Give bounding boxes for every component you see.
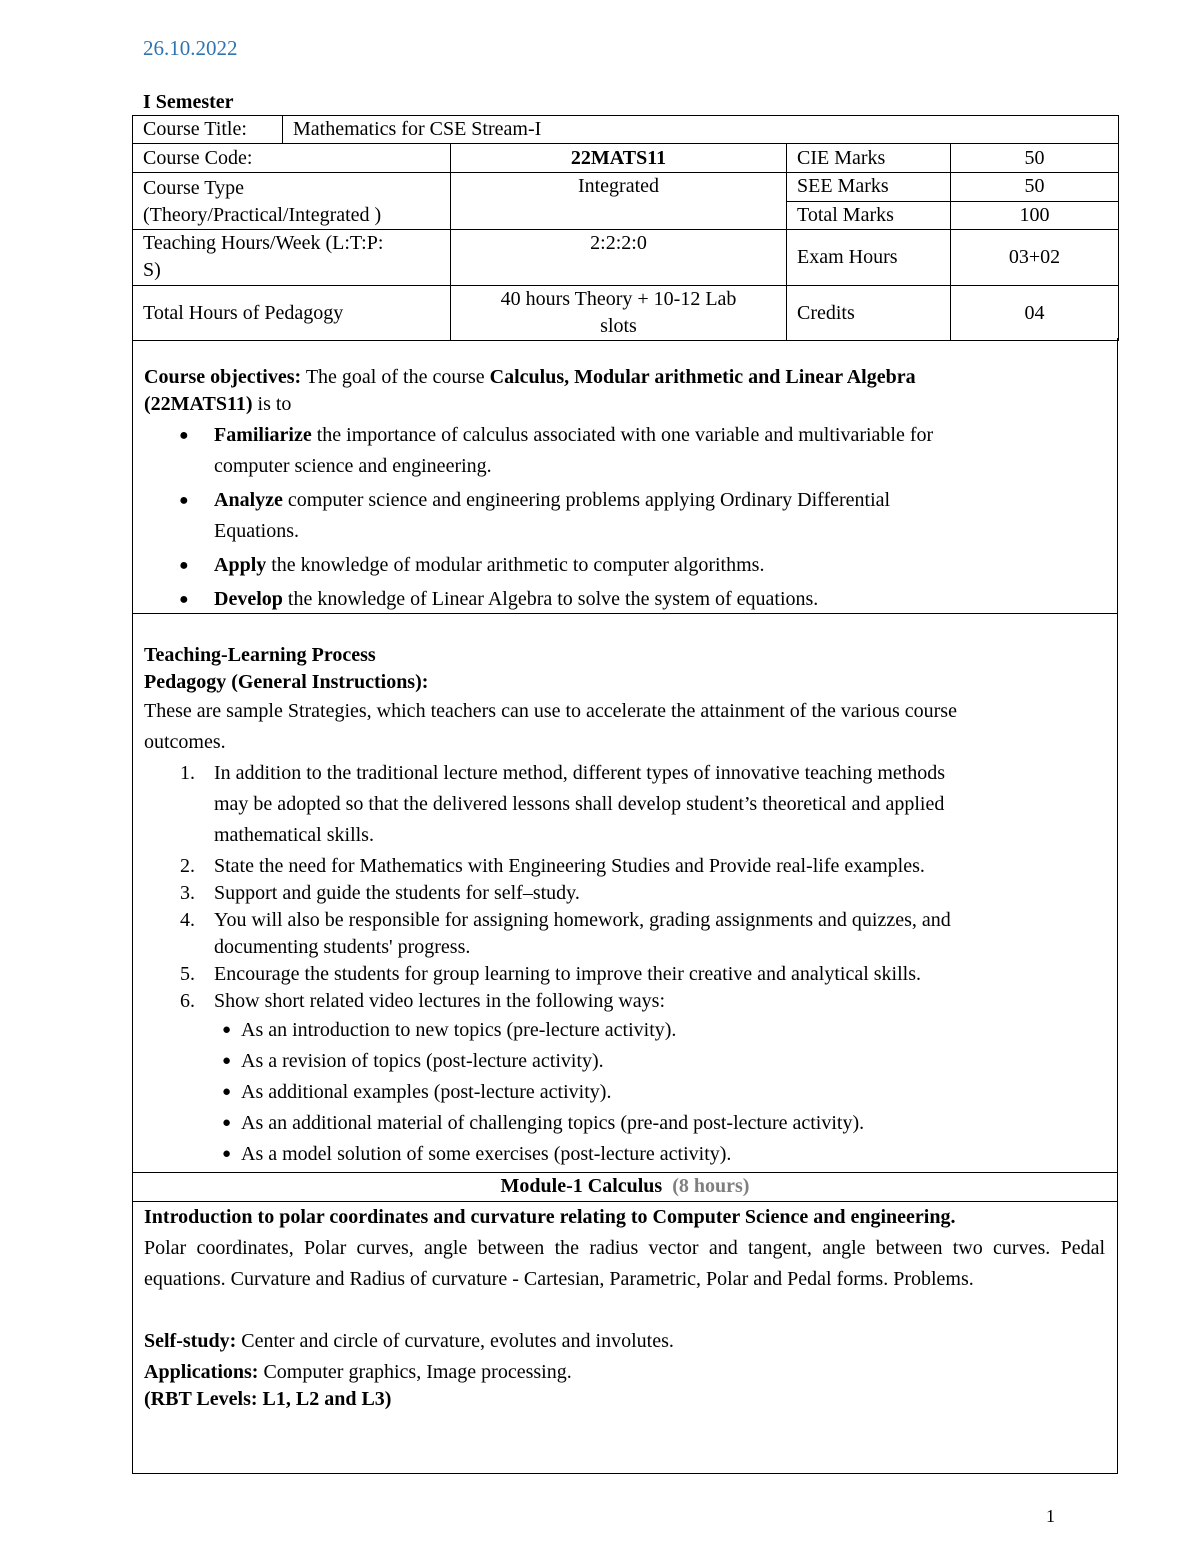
exam-hours-label: Exam Hours xyxy=(787,230,951,286)
item-number: 6. xyxy=(180,990,195,1012)
tlp-item-line: Encourage the students for group learning to improve their creative and analytical skills. xyxy=(214,963,921,985)
credits-value: 04 xyxy=(951,286,1119,341)
tlp-item xyxy=(144,853,1105,880)
bullet-icon: ● xyxy=(222,1084,232,1100)
tlp-item-line: may be adopted so that the delivered lessons shall develop student’s theoretical and applied xyxy=(214,793,945,815)
pedagogy-hours-value xyxy=(451,286,787,341)
module1-content xyxy=(144,1202,1105,1413)
objectives-list xyxy=(144,420,1105,615)
objective-verb: Analyze xyxy=(214,489,283,511)
see-marks-value: 50 xyxy=(951,173,1119,202)
tlp-subheading: Pedagogy (General Instructions): xyxy=(144,671,429,693)
course-code-label: Course Code: xyxy=(133,144,451,173)
sub-item-text: As an introduction to new topics (pre-lecture activity). xyxy=(241,1019,677,1041)
course-title-label: Course Title: xyxy=(133,116,283,144)
objective-item xyxy=(144,584,1105,615)
objectives-intro xyxy=(144,364,1105,391)
blank-line xyxy=(144,1295,1105,1326)
see-marks-label: SEE Marks xyxy=(787,173,951,202)
objectives-course-name: Calculus, Modular arithmetic and Linear Algebra xyxy=(489,366,916,388)
module1-body xyxy=(132,1201,1118,1474)
objective-verb: Develop xyxy=(214,588,283,610)
sub-item-text: As an additional material of challenging topics (pre-and post-lecture activity). xyxy=(241,1112,865,1134)
objective-verb: Apply xyxy=(214,554,267,576)
cie-marks-label: CIE Marks xyxy=(787,144,951,173)
teaching-hours-label-line1: Teaching Hours/Week (L:T:P: xyxy=(143,232,384,254)
bullet-icon: ● xyxy=(179,427,189,444)
objective-item xyxy=(144,485,1105,547)
objectives-intro-text: The goal of the course xyxy=(301,366,490,388)
objective-item xyxy=(144,550,1105,581)
objectives-heading: Course objectives: xyxy=(144,366,302,388)
tlp-heading: Teaching-Learning Process xyxy=(144,644,376,666)
tlp-item-line: Show short related video lectures in the following ways: xyxy=(214,990,666,1012)
teaching-learning-section xyxy=(132,613,1118,1173)
module1-topics: Polar coordinates, Polar curves, angle between the radius vector and tangent, angle between two curves. Pedal equations. Curvature and Radius of curvature - Cartesian, Parametric, Polar and Pedal forms. Problems. xyxy=(144,1237,1105,1290)
objective-text: the knowledge of Linear Algebra to solve the system of equations. xyxy=(282,588,819,610)
tlp-list xyxy=(144,758,1105,1015)
exam-hours-value: 03+02 xyxy=(951,230,1119,286)
bullet-icon: ● xyxy=(222,1053,232,1069)
total-marks-label: Total Marks xyxy=(787,201,951,230)
cie-marks-value: 50 xyxy=(951,144,1119,173)
item-number: 5. xyxy=(180,963,195,985)
bullet-icon: ● xyxy=(179,557,189,574)
sub-item xyxy=(144,1015,1105,1046)
tlp-item-line: State the need for Mathematics with Engineering Studies and Provide real-life examples. xyxy=(214,855,925,877)
objective-verb: Familiarize xyxy=(214,424,312,446)
sub-item xyxy=(144,1077,1105,1108)
course-code-value: 22MATS11 xyxy=(451,144,787,173)
sub-item xyxy=(144,1139,1105,1170)
objective-text: computer science and engineering problems applying Ordinary Differential xyxy=(282,489,891,511)
document-date: 26.10.2022 xyxy=(143,36,238,60)
module1-hours: (8 hours) xyxy=(672,1175,750,1197)
module1-self-study xyxy=(144,1326,1105,1357)
objective-text-cont: computer science and engineering. xyxy=(214,455,492,477)
tlp-item xyxy=(144,758,1105,851)
item-number: 3. xyxy=(180,882,195,904)
tlp-item xyxy=(144,880,1105,907)
course-type-label-line2: (Theory/Practical/Integrated ) xyxy=(143,204,382,226)
objective-text: the importance of calculus associated with one variable and multivariable for xyxy=(311,424,934,446)
item-number: 1. xyxy=(180,762,195,784)
objective-text: the knowledge of modular arithmetic to computer algorithms. xyxy=(266,554,765,576)
module1-intro-heading: Introduction to polar coordinates and curvature relating to Computer Science and engineering. xyxy=(144,1206,956,1228)
item-number: 2. xyxy=(180,855,195,877)
applications-label: Applications: xyxy=(144,1361,259,1383)
tlp-item xyxy=(144,988,1105,1015)
tlp-item-line: documenting students' progress. xyxy=(214,936,471,958)
course-type-label-line1: Course Type xyxy=(143,177,244,199)
module1-header xyxy=(132,1172,1118,1202)
objective-item xyxy=(144,420,1105,482)
bullet-icon: ● xyxy=(179,492,189,509)
teaching-hours-label-line2: S) xyxy=(143,259,161,281)
objectives-content xyxy=(144,364,1105,618)
objective-text-cont: Equations. xyxy=(214,520,299,542)
course-type-label xyxy=(133,173,451,230)
course-objectives-section xyxy=(132,338,1118,614)
tlp-item-line: You will also be responsible for assigning homework, grading assignments and quizzes, and xyxy=(214,909,951,931)
sub-item xyxy=(144,1046,1105,1077)
objectives-course-code: (22MATS11) xyxy=(144,393,253,415)
course-title-value: Mathematics for CSE Stream-I xyxy=(283,116,1119,144)
module1-rbt-levels: (RBT Levels: L1, L2 and L3) xyxy=(144,1388,392,1410)
item-number: 4. xyxy=(180,909,195,931)
tlp-item xyxy=(144,907,1105,961)
course-details-table xyxy=(132,115,1119,341)
course-type-value: Integrated xyxy=(451,173,787,230)
objectives-intro-line2 xyxy=(144,391,1105,418)
bullet-icon: ● xyxy=(179,591,189,608)
module1-applications xyxy=(144,1359,1105,1386)
tlp-intro-line2: outcomes. xyxy=(144,731,226,753)
pedagogy-hours-value-line1: 40 hours Theory + 10-12 Lab xyxy=(500,288,737,310)
tlp-item-line: Support and guide the students for self–study. xyxy=(214,882,580,904)
bullet-icon: ● xyxy=(222,1115,232,1131)
self-study-text: Center and circle of curvature, evolutes and involutes. xyxy=(236,1330,674,1352)
module1-title: Module-1 Calculus xyxy=(500,1175,663,1197)
pedagogy-hours-label: Total Hours of Pedagogy xyxy=(133,286,451,341)
tlp-content xyxy=(144,642,1105,1170)
semester-heading: I Semester xyxy=(143,91,234,113)
sub-item xyxy=(144,1108,1105,1139)
bullet-icon: ● xyxy=(222,1146,232,1162)
teaching-hours-value: 2:2:2:0 xyxy=(451,230,787,286)
teaching-hours-label xyxy=(133,230,451,286)
video-lecture-ways-list xyxy=(144,1015,1105,1170)
pedagogy-hours-value-line2: slots xyxy=(600,315,637,337)
total-marks-value: 100 xyxy=(951,201,1119,230)
applications-text: Computer graphics, Image processing. xyxy=(258,1361,572,1383)
self-study-label: Self-study: xyxy=(144,1330,237,1352)
tlp-item-line: mathematical skills. xyxy=(214,824,374,846)
sub-item-text: As a model solution of some exercises (post-lecture activity). xyxy=(241,1143,732,1165)
bullet-icon: ● xyxy=(222,1022,232,1038)
objectives-is-to: is to xyxy=(252,393,292,415)
sub-item-text: As additional examples (post-lecture activity). xyxy=(241,1081,612,1103)
page-number: 1 xyxy=(1046,1506,1055,1526)
tlp-item-line: In addition to the traditional lecture method, different types of innovative teaching methods xyxy=(214,762,946,784)
credits-label: Credits xyxy=(787,286,951,341)
tlp-intro-line1: These are sample Strategies, which teachers can use to accelerate the attainment of the various course xyxy=(144,700,957,722)
sub-item-text: As a revision of topics (post-lecture activity). xyxy=(241,1050,604,1072)
tlp-item xyxy=(144,961,1105,988)
